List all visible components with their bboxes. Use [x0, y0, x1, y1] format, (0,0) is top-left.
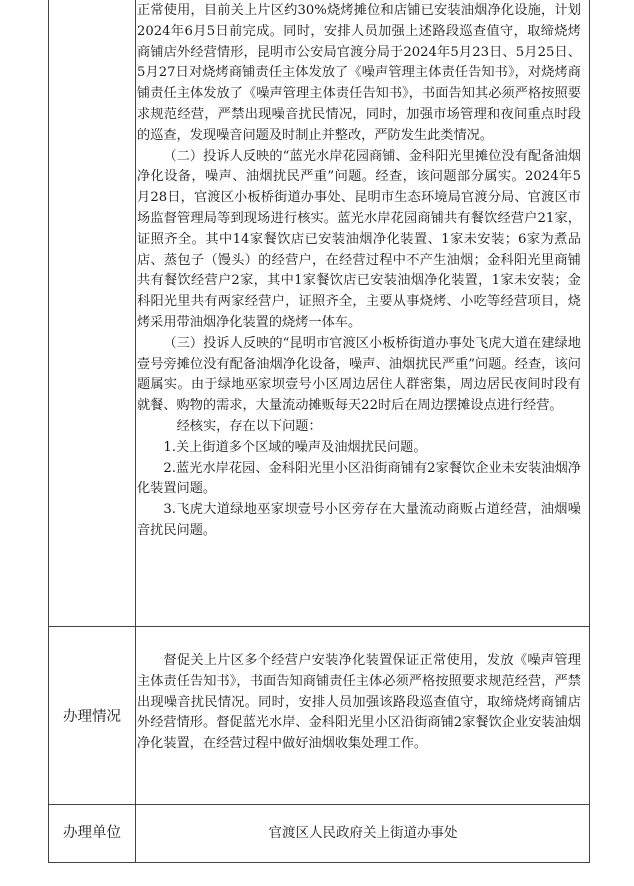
column-divider [135, 0, 136, 862]
issue-item: 2.蓝光水岸花园、金科阳光里小区沿街商铺有2家餐饮企业未安装油烟净化装置问题。 [137, 460, 581, 497]
handling-text: 督促关上片区多个经营户安装净化装置保证正常使用，发放《噪声管理主体责任告知书》，书面告知商铺责任主体必须严格按照要求规范经营，严禁出现噪音扰民情况。同时，安排人员加强该路段巡查值守，取缔烧烤商铺店外经营情形。督促蓝光水岸、金科阳光里小区沿街商铺2家餐饮企业安装油烟净化装置，在经营过程中做好油烟收集处理工作。 [137, 653, 581, 752]
handling-label: 办理情况 [63, 709, 121, 725]
unit-value: 官渡区人民政府关上街道办事处 [268, 825, 458, 841]
row-divider [49, 804, 589, 805]
situation-cell [137, 1, 581, 542]
issue-item: 1.关上街道多个区域的噪声及油烟扰民问题。 [163, 439, 427, 455]
situation-paragraph: （三）投诉人反映的“昆明市官渡区小板桥街道办事处飞虎大道在建绿地壹号旁摊位没有配备油烟净化设备，噪声、油烟扰民严重”问题。经查，该问题属实。由于绿地巫家坝壹号小区周边居住人群密集，周边居民夜间时段有就餐、购物的需求，大量流动摊贩每天22时后在周边摆摊设点进行经营。 [137, 335, 581, 414]
issue-item: 3.飞虎大道绿地巫家坝壹号小区旁存在大量流动商贩占道经营，油烟噪音扰民问题。 [137, 502, 581, 538]
row-divider [49, 626, 589, 627]
situation-paragraph: （二）投诉人反映的“蓝光水岸花园商铺、金科阳光里摊位没有配备油烟净化设备，噪声、油烟扰民严重”问题。经查，该问题部分属实。2024年5月28日，官渡区小板桥街道办事处、昆明市生态环境局官渡分局、官渡区市场监督管理局等到现场进行核实。蓝光水岸花园商铺共有餐饮经营户21家，证照齐全。其中14家餐饮店已安装油烟净化装置、1家未安装；6家为煮品店、蒸包子（馒头）的经营户，在经营过程中不产生油烟；金科阳光里商铺共有餐饮经营户2家，其中1家餐饮店已安装油烟净化装置，1家未安装；金科阳光里共有两家经营户，证照齐全，主要从事烧烤、小吃等经营项目，烧烤采用带油烟净化装置的烧烤一体车。 [137, 148, 581, 330]
handling-cell [137, 651, 581, 755]
unit-label: 办理单位 [63, 825, 121, 841]
report-table [48, 0, 590, 863]
situation-paragraph: 正常使用，目前关上片区约30%烧烤摊位和店铺已安装油烟净化设施，计划2024年6月5日前完成。同时，安排人员加强上述路段巡查值守，取缔烧烤商铺店外经营情形，昆明市公安局官渡分局于2024年5月23日、5月25日、5月27日对烧烤商铺责任主体发放了《噪声管理主体责任告知书》，对烧烤商铺责任主体发放了《噪声管理主体责任告知书》，书面告知其必须严格按照要求规范经营，严禁出现噪音扰民情况，同时，加强市场管理和夜间重点时段的巡查，发现噪音问题及时制止并整改，严防发生此类情况。 [137, 3, 581, 143]
findings-intro: 经核实，存在以下问题： [176, 418, 322, 434]
